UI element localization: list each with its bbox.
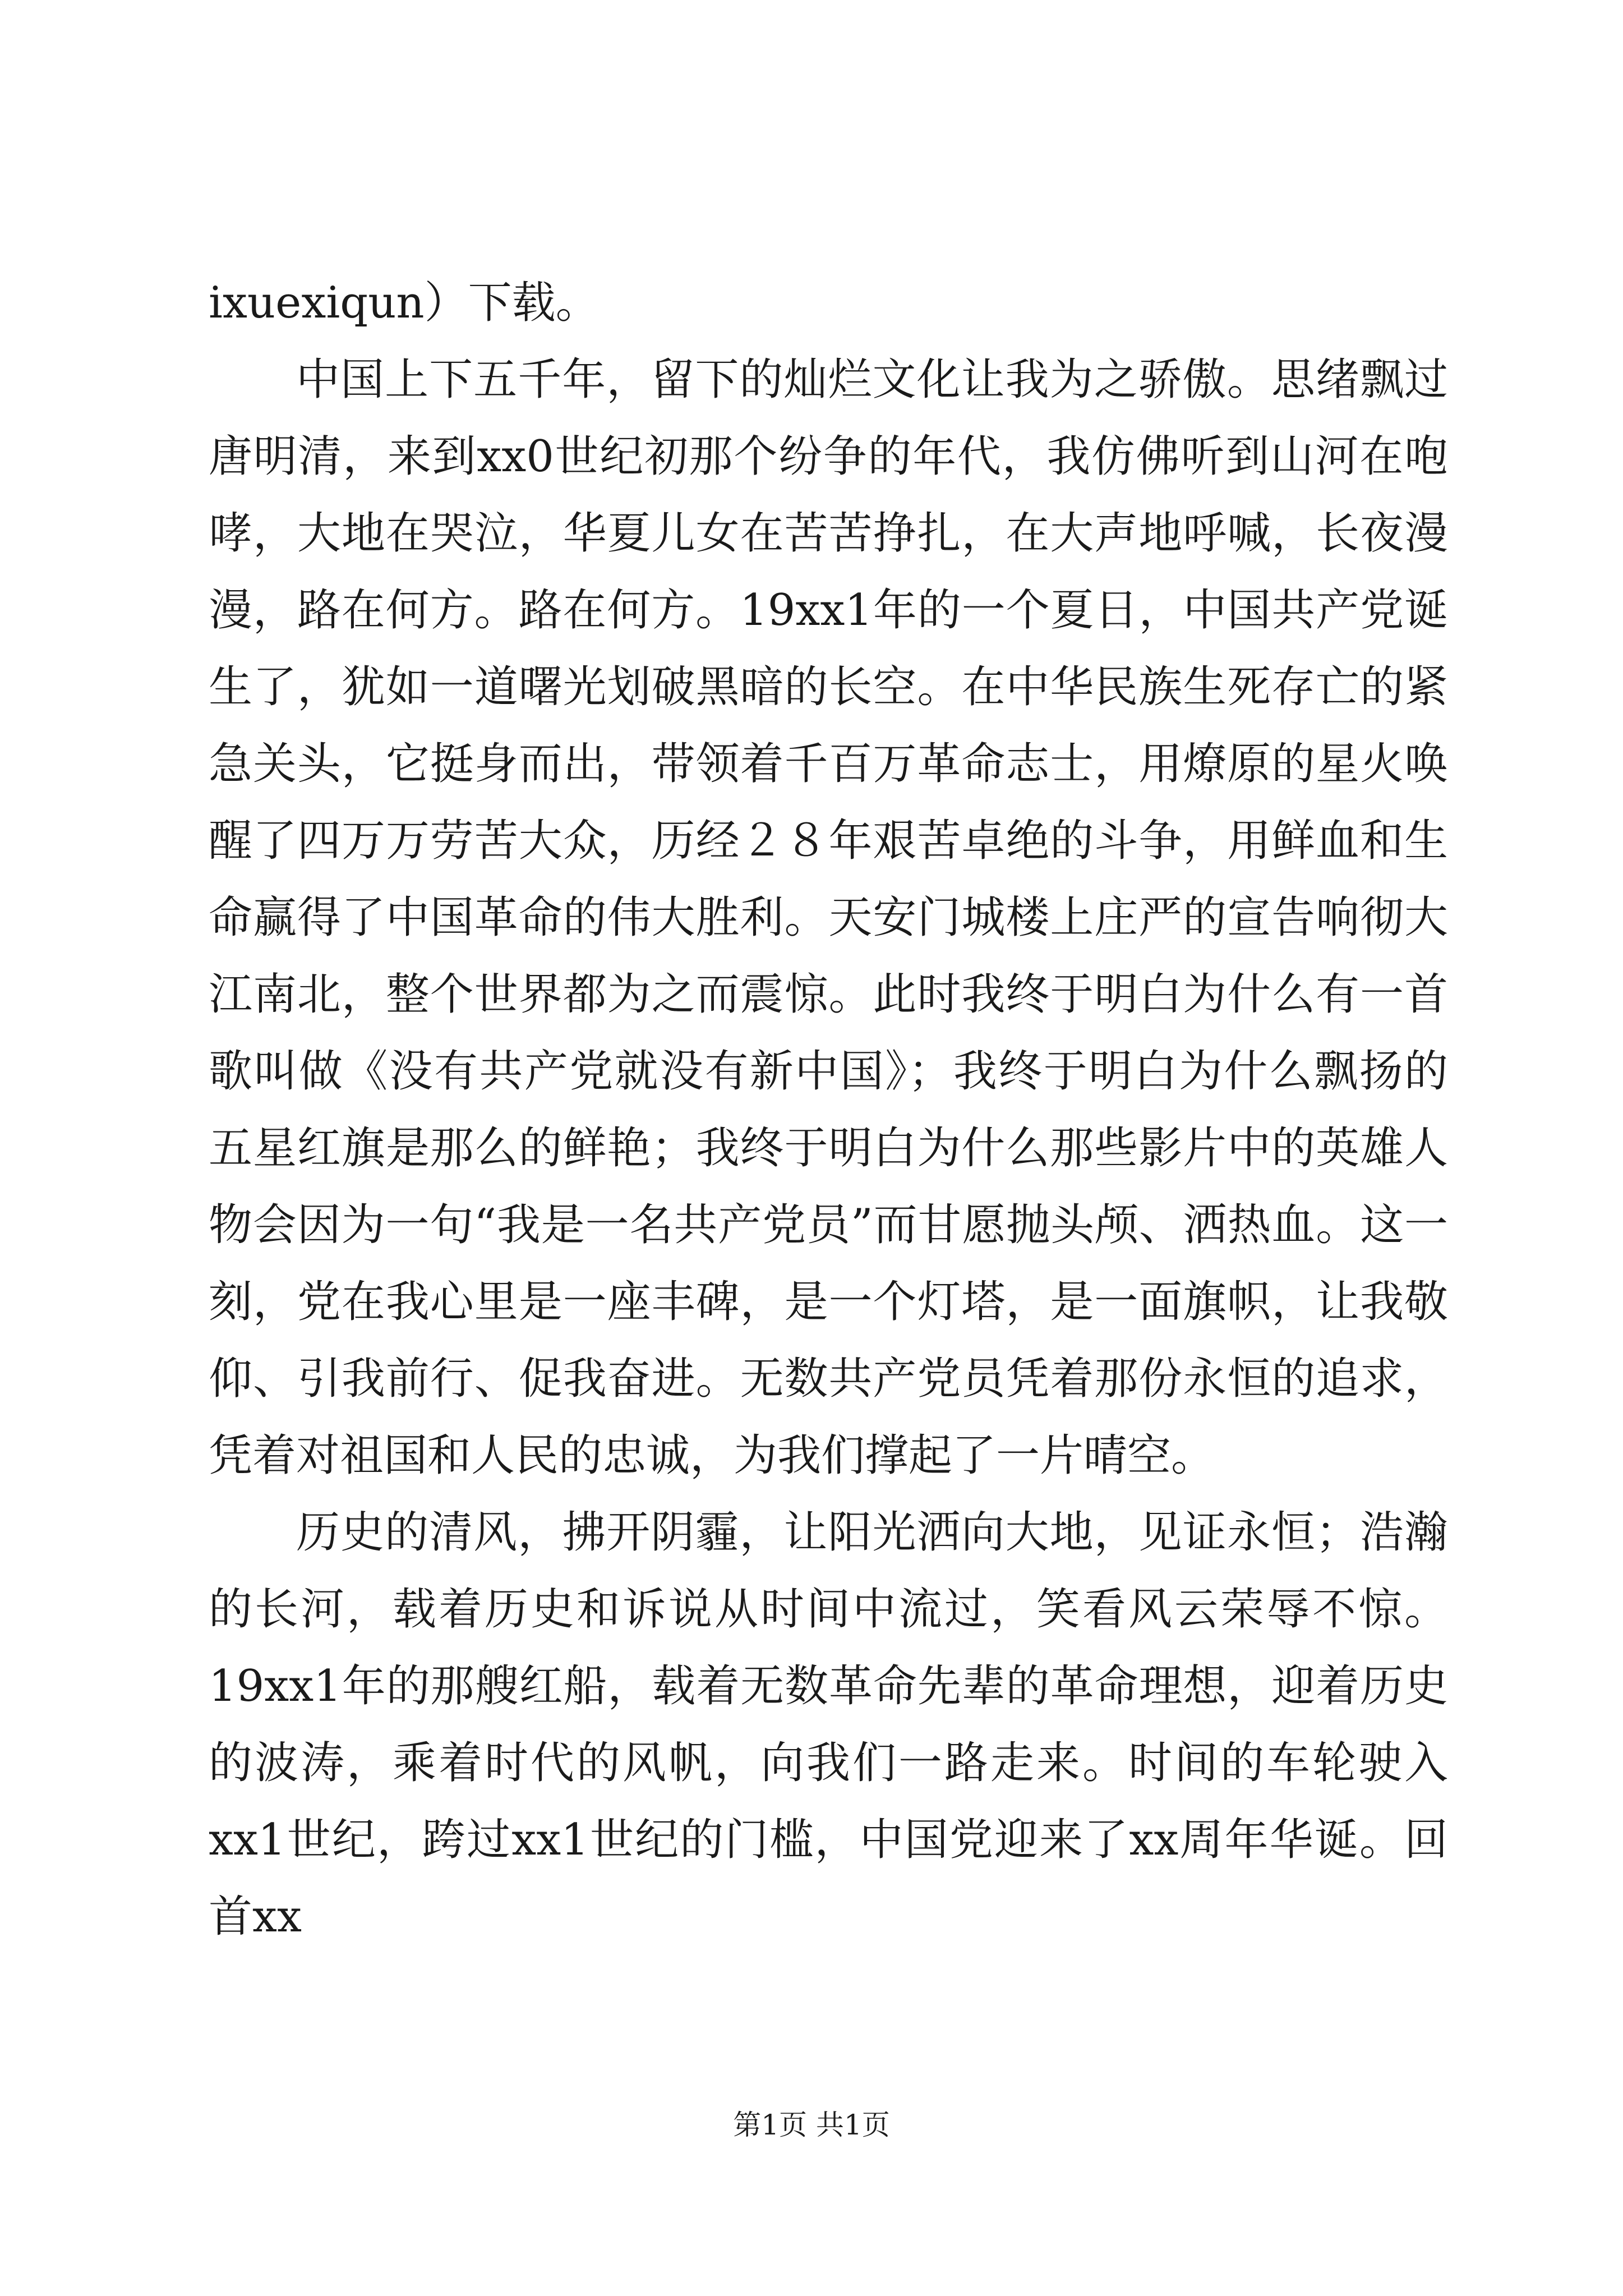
paragraph-1: ixuexiqun）下载。 [209, 278, 600, 328]
paragraph-3: 历史的清风，拂开阴霾，让阳光洒向大地，见证永恒；浩瀚的长河，载着历史和诉说从时间中流过，笑看风云荣辱不惊。19xx1年的那艘红船，载着无数革命先辈的革命理想，迎着历史的波涛，乘着时代的风帆，向我们一路走来。时间的车轮驶入xx1世纪，跨过xx1世纪的门槛，中国党迎来了xx周年华诞。回首xx [209, 1507, 1448, 1942]
page-footer: 第1页 共1页 [733, 2109, 890, 2141]
paragraph-2: 中国上下五千年，留下的灿烂文化让我为之骄傲。思绪飘过唐明清，来到xx0世纪初那个纷争的年代，我仿佛听到山河在咆哮，大地在哭泣，华夏儿女在苦苦挣扎，在大声地呼喊，长夜漫漫，路在何方。路在何方。19xx1年的一个夏日，中国共产党诞生了，犹如一道曙光划破黑暗的长空。在中华民族生死存亡的紧急关头，它挺身而出，带领着千百万革命志士，用燎原的星火唤醒了四万万劳苦大众，历经２８年艰苦卓绝的斗争，用鲜血和生命赢得了中国革命的伟大胜利。天安门城楼上庄严的宣告响彻大江南北，整个世界都为之而震惊。此时我终于明白为什么有一首歌叫做《没有共产党就没有新中国》；我终于明白为什么飘扬的五星红旗是那么的鲜艳；我终于明白为什么那些影片中的英雄人物会因为一句“我是一名共产党员”而甘愿抛头颅、洒热血。这一刻，党在我心里是一座丰碑，是一个灯塔，是一面旗帜，让我敬仰、引我前行、促我奋进。无数共产党员凭着那份永恒的追求，凭着对祖国和人民的忠诚，为我们撑起了一片晴空。 [209, 355, 1448, 1481]
document-body [209, 265, 1448, 1955]
